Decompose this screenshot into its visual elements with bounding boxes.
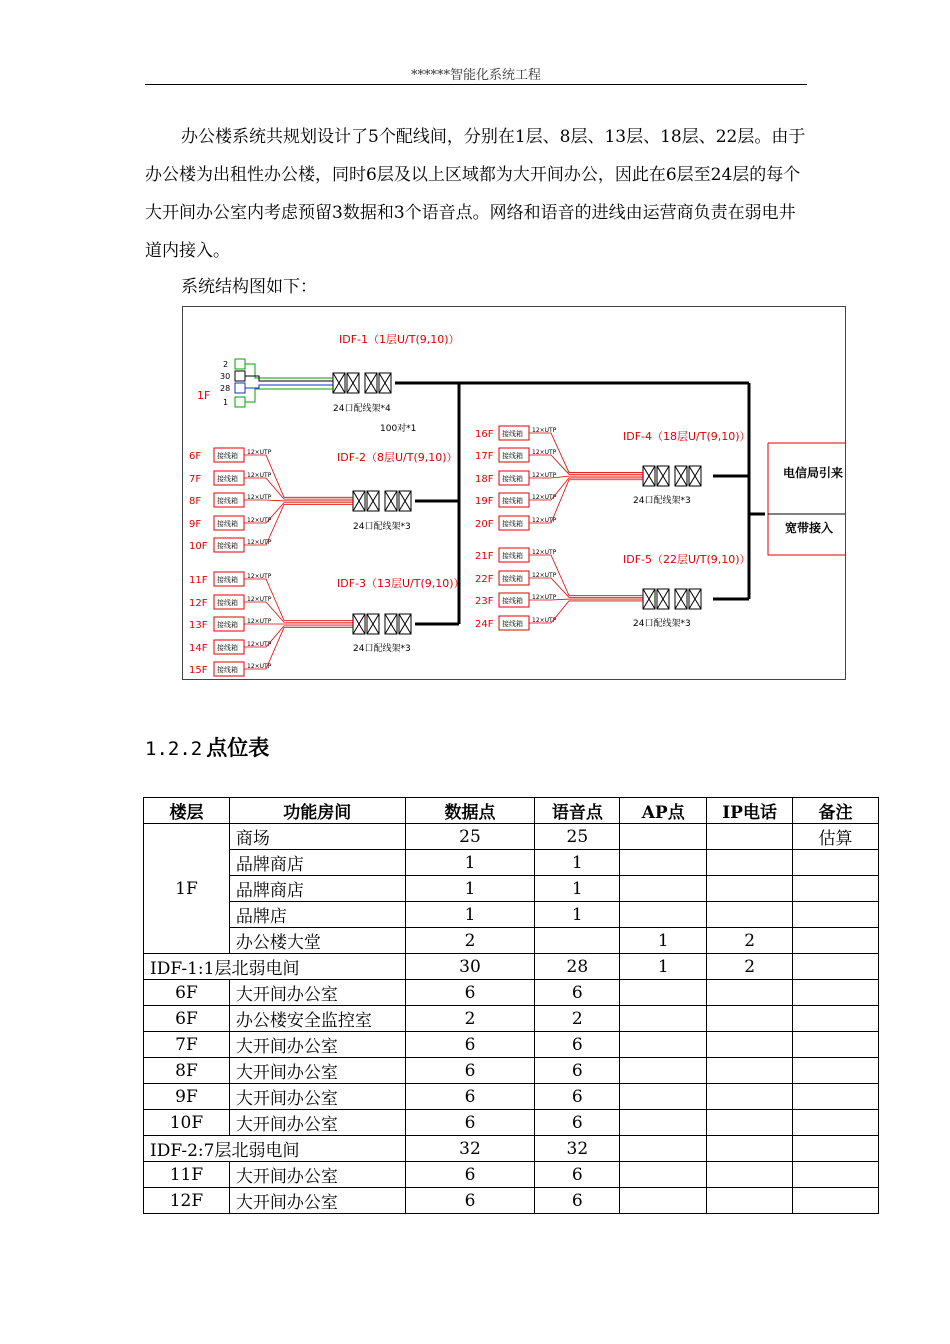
- voice-cell: 6: [535, 1058, 620, 1084]
- room-cell: 大开间办公室: [229, 1084, 405, 1110]
- cable-label: 12×UTP: [532, 617, 557, 624]
- floor-7-group: [189, 617, 353, 631]
- floor-cell: 11F: [144, 1162, 230, 1188]
- junction-box-label: 接线箱: [217, 666, 238, 674]
- ip-cell: [707, 1188, 793, 1214]
- cable-label: 12×UTP: [247, 663, 272, 670]
- table-row-idf1: [144, 954, 879, 980]
- note-cell: [793, 1188, 879, 1214]
- header-rule: [145, 84, 807, 85]
- telecom-label: 电信局引来: [783, 466, 844, 480]
- col-room: 功能房间: [229, 798, 405, 824]
- ip-cell: [707, 1058, 793, 1084]
- cable-label: 12×UTP: [532, 517, 557, 524]
- cable-label: 12×UTP: [532, 549, 557, 556]
- ap-cell: [620, 850, 707, 876]
- data-cell: 25: [405, 824, 535, 850]
- ip-cell: [707, 1006, 793, 1032]
- voice-cell: 6: [535, 1110, 620, 1136]
- note-cell: [793, 928, 879, 954]
- table-row: [144, 1162, 879, 1188]
- floor-label: 16F: [475, 429, 494, 440]
- broadband-label: 宽带接入: [785, 521, 834, 535]
- data-cell: 6: [405, 1084, 535, 1110]
- floor-label: 23F: [475, 596, 494, 607]
- junction-box-label: 接线箱: [502, 575, 523, 583]
- floor-label: 13F: [189, 620, 208, 631]
- table-row: [144, 1058, 879, 1084]
- room-cell: 品牌店: [229, 902, 405, 928]
- note-cell: 估算: [793, 824, 879, 850]
- section-heading: [145, 732, 269, 762]
- carrier-box: [768, 443, 845, 555]
- data-cell: 1: [405, 850, 535, 876]
- floor-cell: 7F: [144, 1032, 230, 1058]
- ap-cell: [620, 1006, 707, 1032]
- ap-cell: [620, 876, 707, 902]
- cable-label: 12×UTP: [247, 517, 272, 524]
- ip-cell: [707, 902, 793, 928]
- note-cell: [793, 980, 879, 1006]
- ap-cell: 1: [620, 954, 707, 980]
- ap-cell: [620, 824, 707, 850]
- table-row: [144, 1032, 879, 1058]
- table-row: [144, 902, 879, 928]
- col-ap: AP点: [620, 798, 707, 824]
- room-cell: 大开间办公室: [229, 1110, 405, 1136]
- data-cell: 1: [405, 876, 535, 902]
- f1-count-28: 28: [220, 384, 231, 393]
- idf4-title: IDF-4（18层U/T(9,10)）: [623, 430, 751, 443]
- junction-box-label: 接线箱: [217, 621, 238, 629]
- data-cell: 32: [405, 1136, 535, 1162]
- idf3-rack-label: 24口配线架*3: [353, 644, 411, 654]
- floor-label: 12F: [189, 598, 208, 609]
- col-ip-phone: IP电话: [707, 798, 793, 824]
- ip-cell: [707, 876, 793, 902]
- floor-label: 15F: [189, 665, 208, 676]
- idf1-title: IDF-1（1层U/T(9,10)）: [339, 333, 460, 346]
- idf-label-cell: IDF-2:7层北弱电间: [144, 1136, 406, 1162]
- junction-box-label: 接线箱: [502, 475, 523, 483]
- cable-label: 12×UTP: [247, 494, 272, 501]
- floor-cell: 9F: [144, 1084, 230, 1110]
- ap-cell: [620, 1188, 707, 1214]
- voice-cell: 6: [535, 1084, 620, 1110]
- ap-cell: [620, 902, 707, 928]
- junction-box-label: 接线箱: [217, 520, 238, 528]
- ap-cell: [620, 1136, 707, 1162]
- cable-label: 12×UTP: [532, 494, 557, 501]
- cable-label: 12×UTP: [247, 539, 272, 546]
- floor-label: 18F: [475, 474, 494, 485]
- junction-box-label: 接线箱: [502, 430, 523, 438]
- voice-cell: 6: [535, 980, 620, 1006]
- system-structure-diagram: [182, 306, 846, 680]
- idf4-rack: [643, 466, 701, 486]
- ip-cell: 2: [707, 954, 793, 980]
- note-cell: [793, 850, 879, 876]
- voice-cell: 6: [535, 1188, 620, 1214]
- idf1-input-boxes: [220, 359, 245, 407]
- table-row: [144, 1084, 879, 1110]
- floor-label: 22F: [475, 574, 494, 585]
- cable-label: 12×UTP: [532, 449, 557, 456]
- ip-cell: [707, 1032, 793, 1058]
- cable-label: 12×UTP: [247, 472, 272, 479]
- cable-label: 12×UTP: [532, 472, 557, 479]
- junction-box-label: 接线箱: [502, 520, 523, 528]
- junction-box-label: 接线箱: [217, 644, 238, 652]
- junction-box-label: 接线箱: [217, 599, 238, 607]
- table-row: [144, 850, 879, 876]
- note-cell: [793, 1006, 879, 1032]
- room-cell: 大开间办公室: [229, 1162, 405, 1188]
- table-header-row: [144, 798, 879, 824]
- cable-label: 12×UTP: [532, 572, 557, 579]
- note-cell: [793, 876, 879, 902]
- voice-cell: 6: [535, 1162, 620, 1188]
- idf3-rack: [353, 614, 411, 634]
- ap-cell: 1: [620, 928, 707, 954]
- points-table: [143, 797, 879, 1214]
- junction-box-label: 接线箱: [502, 452, 523, 460]
- ap-cell: [620, 980, 707, 1006]
- junction-box-label: 接线箱: [217, 576, 238, 584]
- table-row: [144, 876, 879, 902]
- room-cell: 大开间办公室: [229, 1058, 405, 1084]
- floor-cell: 12F: [144, 1188, 230, 1214]
- ip-cell: [707, 1136, 793, 1162]
- floor-label: 8F: [189, 496, 202, 507]
- table-row: [144, 1188, 879, 1214]
- room-cell: 商场: [229, 824, 405, 850]
- voice-cell: 25: [535, 824, 620, 850]
- idf1-rack-label: 24口配线架*4: [333, 404, 391, 414]
- section-title: 点位表: [206, 736, 270, 760]
- cable-label: 12×UTP: [532, 594, 557, 601]
- ip-cell: [707, 980, 793, 1006]
- data-cell: 6: [405, 980, 535, 1006]
- ip-cell: [707, 850, 793, 876]
- table-row: [144, 1006, 879, 1032]
- ip-cell: 2: [707, 928, 793, 954]
- idf2-rack: [353, 491, 411, 511]
- floor-label: 17F: [475, 451, 494, 462]
- room-cell: 大开间办公室: [229, 1032, 405, 1058]
- junction-box-label: 接线箱: [217, 452, 238, 460]
- room-cell: 品牌商店: [229, 850, 405, 876]
- col-note: 备注: [793, 798, 879, 824]
- idf1-pairs-label: 100对*1: [380, 424, 417, 434]
- cable-label: 12×UTP: [247, 596, 272, 603]
- cable-label: 12×UTP: [247, 641, 272, 648]
- idf4-rack-label: 24口配线架*3: [633, 496, 691, 506]
- ap-cell: [620, 1162, 707, 1188]
- voice-cell: 2: [535, 1006, 620, 1032]
- table-row-idf2: [144, 1136, 879, 1162]
- room-cell: 大开间办公室: [229, 1188, 405, 1214]
- room-cell: 品牌商店: [229, 876, 405, 902]
- note-cell: [793, 1162, 879, 1188]
- data-cell: 6: [405, 1162, 535, 1188]
- cable-label: 12×UTP: [247, 449, 272, 456]
- diagram-caption: 系统结构图如下：: [181, 277, 317, 297]
- ap-cell: [620, 1032, 707, 1058]
- rows-group-a: [144, 980, 879, 1136]
- floor-r1-group: [475, 448, 643, 474]
- table-row: [144, 928, 879, 954]
- voice-cell: 6: [535, 1032, 620, 1058]
- idf3-title: IDF-3（13层U/T(9,10)）: [337, 577, 465, 590]
- floor-label: 7F: [189, 474, 202, 485]
- page-header: ******智能化系统工程: [410, 68, 541, 83]
- junction-box-label: 接线箱: [502, 552, 523, 560]
- data-cell: 6: [405, 1188, 535, 1214]
- note-cell: [793, 1084, 879, 1110]
- idf1-rack: [333, 373, 391, 393]
- voice-cell: 1: [535, 876, 620, 902]
- junction-box-label: 接线箱: [502, 597, 523, 605]
- room-cell: 办公楼安全监控室: [229, 1006, 405, 1032]
- ap-cell: [620, 1110, 707, 1136]
- note-cell: [793, 1058, 879, 1084]
- ip-cell: [707, 1110, 793, 1136]
- room-cell: 大开间办公室: [229, 980, 405, 1006]
- voice-cell: 1: [535, 902, 620, 928]
- floor-cell: 6F: [144, 980, 230, 1006]
- ap-cell: [620, 1084, 707, 1110]
- col-floor: 楼层: [144, 798, 230, 824]
- floor-cell: 6F: [144, 1006, 230, 1032]
- data-cell: 1: [405, 902, 535, 928]
- table-row: [144, 980, 879, 1006]
- voice-cell: 28: [535, 954, 620, 980]
- floor-label: 11F: [189, 575, 208, 586]
- ip-cell: [707, 1084, 793, 1110]
- data-cell: 6: [405, 1110, 535, 1136]
- intro-paragraph: 办公楼系统共规划设计了5个配线间，分别在1层、8层、13层、18层、22层。由于办公楼为出租性办公楼，同时6层及以上区域都为大开间办公，因此在6层至24层的每个大开间办公室内考虑预留3数据和3个语音点。网络和语音的进线由运营商负责在弱电井道内接入。: [145, 127, 806, 261]
- f1-count-1: 1: [223, 398, 229, 407]
- voice-cell: 32: [535, 1136, 620, 1162]
- floor-1f-label: 1F: [197, 389, 211, 402]
- data-cell: 6: [405, 1032, 535, 1058]
- junction-box-label: 接线箱: [217, 475, 238, 483]
- note-cell: [793, 902, 879, 928]
- f1-count-30: 30: [220, 372, 231, 381]
- note-cell: [793, 1136, 879, 1162]
- floor-label: 9F: [189, 519, 202, 530]
- f1-count-2: 2: [223, 360, 229, 369]
- floor-cell: 1F: [144, 824, 230, 954]
- junction-box-label: 接线箱: [217, 542, 238, 550]
- section-number: 1.2.2: [145, 738, 203, 760]
- data-cell: 2: [405, 1006, 535, 1032]
- cable-label: 12×UTP: [247, 573, 272, 580]
- floor-label: 19F: [475, 496, 494, 507]
- floor-label: 21F: [475, 551, 494, 562]
- idf5-title: IDF-5（22层U/T(9,10)）: [623, 553, 751, 566]
- note-cell: [793, 954, 879, 980]
- data-cell: 6: [405, 1058, 535, 1084]
- floor-label: 6F: [189, 451, 202, 462]
- ip-cell: [707, 1162, 793, 1188]
- floor-label: 14F: [189, 643, 208, 654]
- idf5-rack-label: 24口配线架*3: [633, 619, 691, 629]
- table-row: [144, 1110, 879, 1136]
- col-data: 数据点: [405, 798, 535, 824]
- floor-label: 20F: [475, 519, 494, 530]
- idf5-rack: [643, 589, 701, 609]
- floor-cell: 10F: [144, 1110, 230, 1136]
- idf2-rack-label: 24口配线架*3: [353, 522, 411, 532]
- idf-label-cell: IDF-1:1层北弱电间: [144, 954, 406, 980]
- col-voice: 语音点: [535, 798, 620, 824]
- voice-cell: [535, 928, 620, 954]
- table-row: [144, 824, 879, 850]
- room-cell: 办公楼大堂: [229, 928, 405, 954]
- floor-label: 24F: [475, 619, 494, 630]
- ip-cell: [707, 824, 793, 850]
- ap-cell: [620, 1058, 707, 1084]
- note-cell: [793, 1032, 879, 1058]
- junction-box-label: 接线箱: [502, 497, 523, 505]
- voice-cell: 1: [535, 850, 620, 876]
- note-cell: [793, 1110, 879, 1136]
- idf2-title: IDF-2（8层U/T(9,10)）: [337, 451, 458, 464]
- cable-label: 12×UTP: [532, 427, 557, 434]
- data-cell: 2: [405, 928, 535, 954]
- floor-label: 10F: [189, 541, 208, 552]
- rows-group-b: [144, 1162, 879, 1214]
- junction-box-label: 接线箱: [217, 497, 238, 505]
- idf1-input-lines: [245, 364, 333, 402]
- cable-label: 12×UTP: [247, 618, 272, 625]
- data-cell: 30: [405, 954, 535, 980]
- floor-cell: 8F: [144, 1058, 230, 1084]
- junction-box-label: 接线箱: [502, 620, 523, 628]
